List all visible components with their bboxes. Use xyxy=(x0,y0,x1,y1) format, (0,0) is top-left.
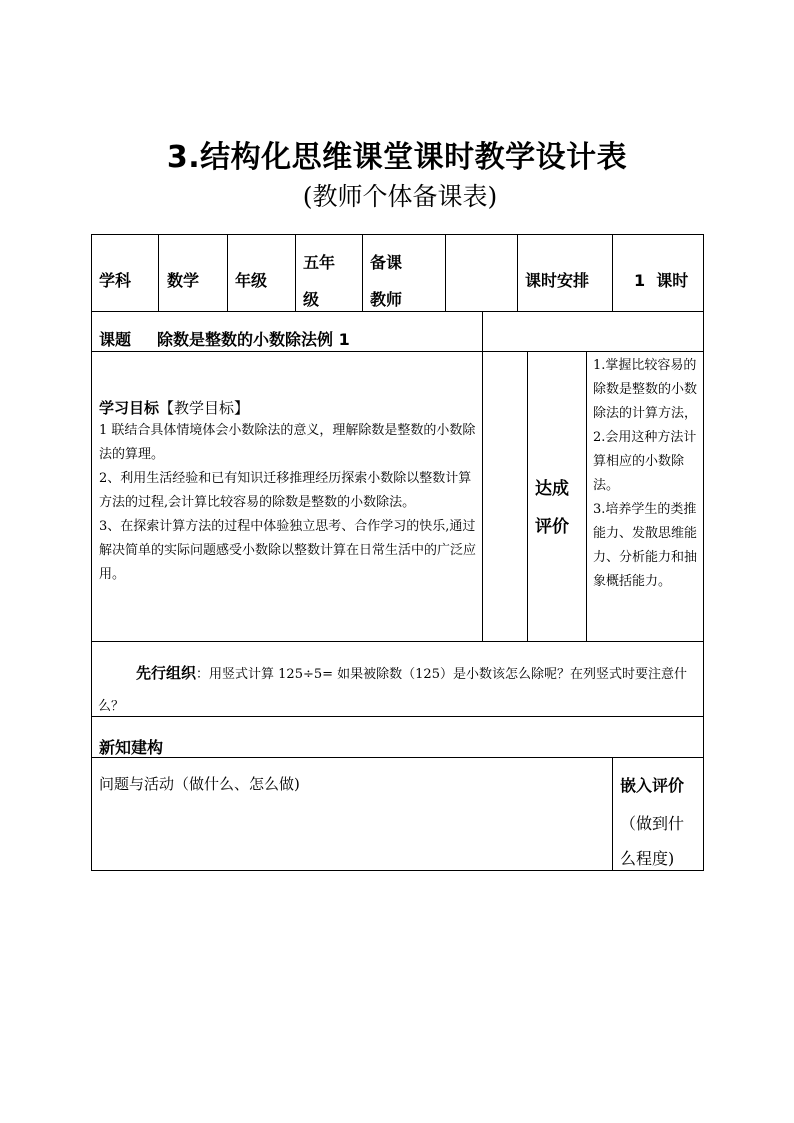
new-knowledge-heading: 新知建构 xyxy=(99,738,164,757)
objectives-block xyxy=(99,397,477,587)
schedule-label: 课时安排 xyxy=(525,271,590,290)
page-subtitle: (教师个体备课表) xyxy=(302,182,498,211)
subject-value: 数学 xyxy=(167,271,200,290)
evaluation-item-3: 3.培养学生的类推能力、发散思维能力、分析能力和抽象概括能力。 xyxy=(593,502,698,589)
objectives-heading: 学习目标 xyxy=(99,399,160,417)
objective-item-2: 2、利用生活经验和已有知识迁移推理经历探索小数除以整数计算方法的过程,会计算比较容易的除数是整数的小数除法。 xyxy=(99,471,472,510)
topic-label: 课题 xyxy=(99,330,132,349)
objective-item-3: 3、在探索计算方法的过程中体验独立思考、合作学习的快乐,通过解决简单的实际问题感受小数除以整数计算在日常生活中的广泛应用。 xyxy=(99,519,477,582)
grade-value-line1: 五年 xyxy=(303,253,336,272)
teacher-label-line2: 教师 xyxy=(370,290,403,309)
evaluation-label-line1: 达成 xyxy=(535,479,569,499)
objectives-heading-bracket: 【教学目标】 xyxy=(159,399,250,417)
evaluation-item-1: 1.掌握比较容易的除数是整数的小数除法的计算方法， xyxy=(593,358,698,421)
activities-label: 问题与活动（做什么、怎么做) xyxy=(99,775,300,793)
evaluation-label-line2: 评价 xyxy=(535,517,569,537)
preorganizer-text: ：用竖式计算 125÷5= 如果被除数（125）是小数该怎么除呢？在列竖式时要注意什么？ xyxy=(98,667,687,714)
embed-evaluation-label-line1: 嵌入评价 xyxy=(620,776,685,795)
preorganizer-label: 先行组织 xyxy=(136,664,197,682)
schedule-value: 1 课时 xyxy=(634,271,689,290)
evaluation-block xyxy=(593,354,699,594)
evaluation-item-2: 2.会用这种方法计算相应的小数除法。 xyxy=(593,430,697,493)
grade-label: 年级 xyxy=(235,271,268,290)
embed-evaluation-label-line2: （做到什 xyxy=(620,814,685,833)
preorganizer-block xyxy=(98,657,698,723)
subject-label: 学科 xyxy=(99,271,132,290)
grade-value-line2: 级 xyxy=(303,290,320,309)
page-title: 3.结构化思维课堂课时教学设计表 xyxy=(166,140,628,175)
embed-evaluation-label-line3: 么程度) xyxy=(620,849,675,868)
teacher-label-line1: 备课 xyxy=(370,253,403,272)
objective-item-1: 1 联结合具体情境体会小数除法的意义，理解除数是整数的小数除法的算理。 xyxy=(99,423,476,462)
topic-value: 除数是整数的小数除法例 1 xyxy=(157,330,350,349)
